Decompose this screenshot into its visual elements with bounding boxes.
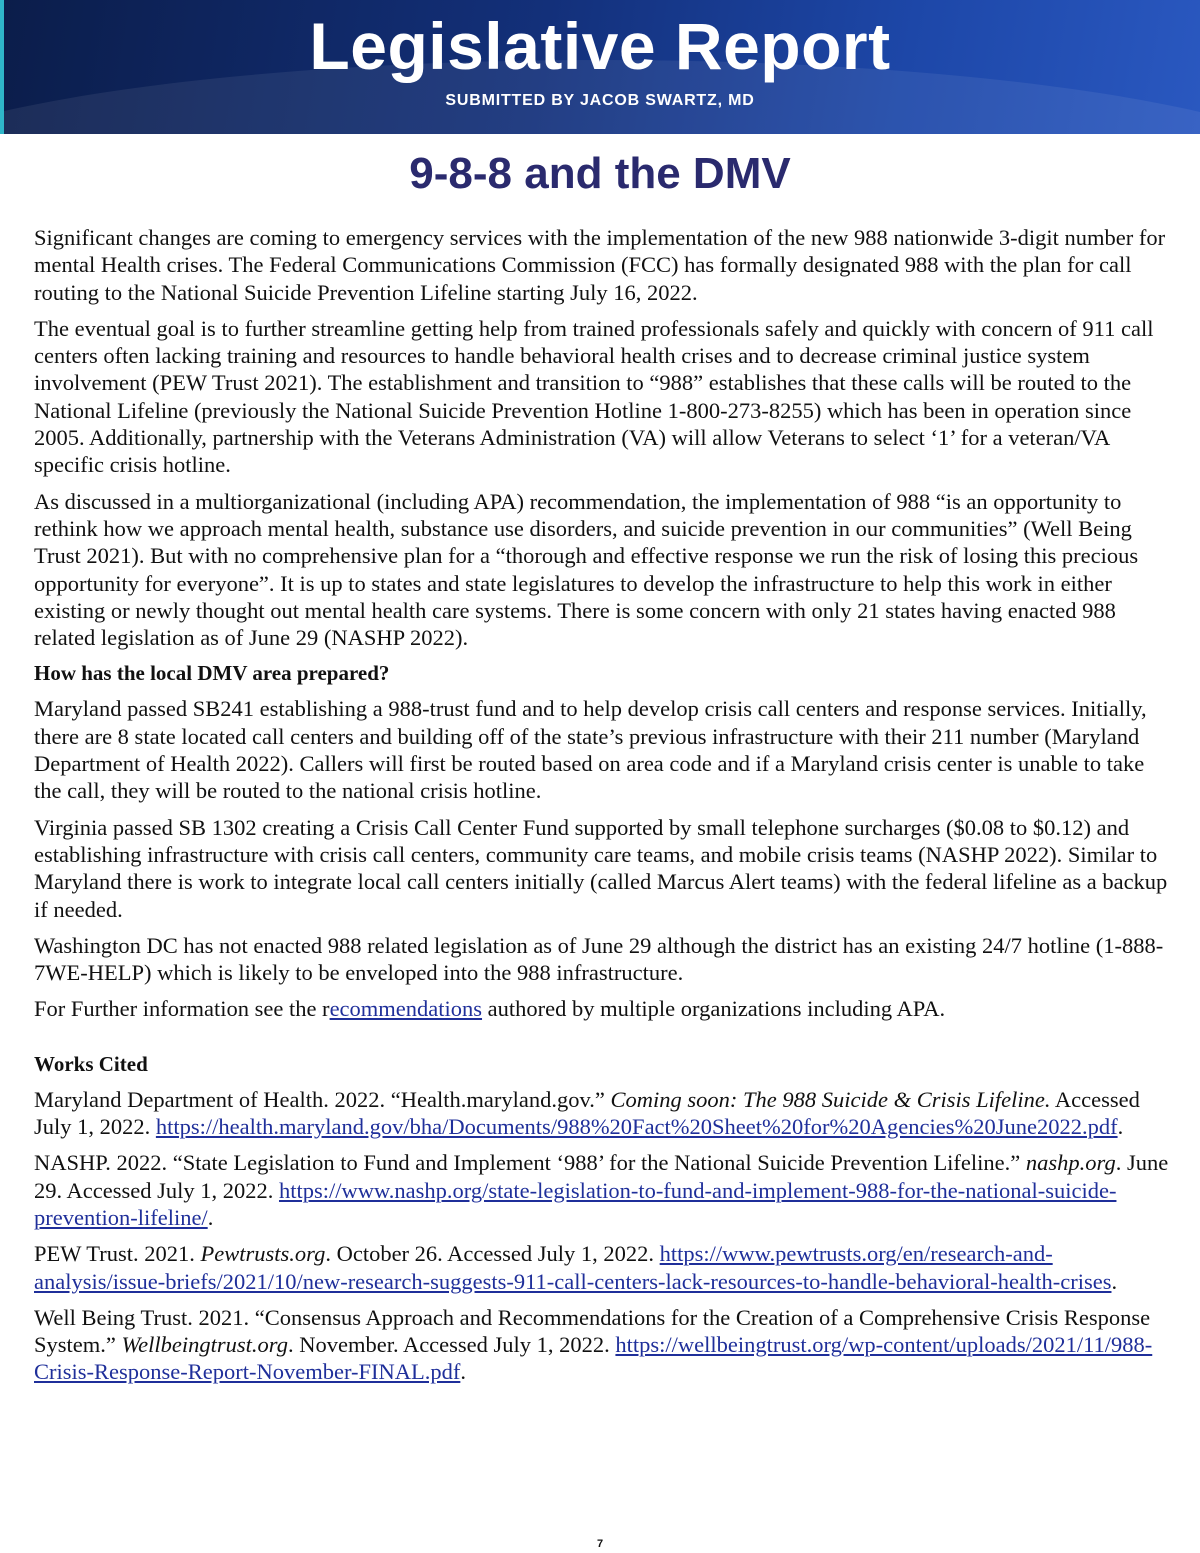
header-banner [0, 0, 1200, 134]
works-cited-list [34, 1086, 1170, 1386]
citation-link-nashp[interactable]: https://www.nashp.org/state-legislation-to-fund-and-implement-988-for-the-national-suicide-prevention-lifeline/ [34, 1177, 1117, 1230]
article-body [34, 224, 1170, 1395]
maryland-paragraph: Maryland passed SB241 establishing a 988-trust fund and to help develop crisis call centers and response services. Initially, there are 8 state located call centers and building off of the state’s previous infrastructure with their 211 number (Maryland Department of Health 2022). Callers will first be routed based on area code and if a Maryland crisis center is unable to take the call, they will be routed to the national crisis hotline. [34, 696, 1147, 804]
page-number: 7 [596, 1538, 604, 1550]
dc-paragraph: Washington DC has not enacted 988 related legislation as of June 29 although the district has an existing 24/7 hotline (1-888-7WE-HELP) which is likely to be enveloped into the 988 infrastructure. [34, 932, 1164, 986]
further-info-paragraph: For Further information see the recommendations authored by multiple organizations including APA. [34, 996, 946, 1022]
recommendations-link[interactable]: ecommendations [329, 996, 483, 1022]
intro-paragraph: Significant changes are coming to emergency services with the implementation of the new 988 nationwide 3-digit number for mental Health crises. The Federal Communications Commission (FCC) has formally designated 988 with the plan for call routing to the National Suicide Prevention Lifeline starting July 16, 2022. [34, 225, 1166, 305]
article-title: 9-8-8 and the DMV [409, 149, 791, 198]
citation-link-pew[interactable]: https://www.pewtrusts.org/en/research-and-analysis/issue-briefs/2021/10/new-research-suggests-911-call-centers-lack-resources-to-handle-behavioral-health-crises [34, 1241, 1112, 1294]
citation-entry: PEW Trust. 2021. Pewtrusts.org. October 26. Accessed July 1, 2022. https://www.pewtrusts.org/en/research-and-analysis/issue-briefs/2021/10/new-research-suggests-911-call-centers-lack-resources-to-handle-behavioral-health-crises. [34, 1241, 1118, 1294]
virginia-paragraph: Virginia passed SB 1302 creating a Crisis Call Center Fund supported by small telephone surcharges ($0.08 to $0.12) and establishing infrastructure with crisis call centers, community care teams, and mobile crisis teams (NASHP 2022). Similar to Maryland there is work to integrate local call centers initially (called Marcus Alert teams) with the federal lifeline as a backup if needed. [34, 814, 1168, 922]
citation-link-maryland[interactable]: https://health.maryland.gov/bha/Documents/988%20Fact%20Sheet%20for%20Agencies%20June2022.pdf [155, 1114, 1118, 1140]
goal-paragraph: The eventual goal is to further streamline getting help from trained professionals safely and quickly with concern of 911 call centers often lacking training and resources to handle behavioral health crises and to decrease criminal justice system involvement (PEW Trust 2021). The establishment and transition to “988” establishes that these calls will be routed to the National Lifeline (previously the National Suicide Prevention Hotline 1-800-273-8255) which has been in operation since 2005. Additionally, partnership with the Veterans Administration (VA) will allow Veterans to select ‘1’ for a veteran/VA specific crisis hotline. [34, 315, 1154, 478]
citation-entry: NASHP. 2022. “State Legislation to Fund and Implement ‘988’ for the National Suicide Prevention Lifeline.” nashp.org. June 29. Accessed July 1, 2022. https://www.nashp.org/state-legislation-to-fund-and-implement-988-for-the-national-suicide-prevention-lifeline/. [34, 1150, 1169, 1230]
report-title: Legislative Report [309, 9, 891, 83]
section-heading: How has the local DMV area prepared? [34, 661, 390, 686]
citation-entry: Well Being Trust. 2021. “Consensus Approach and Recommendations for the Creation of a Comprehensive Crisis Response System.” Wellbeingtrust.org. November. Accessed July 1, 2022. https://wellbeingtrust.org/wp-content/uploads/2021/11/988-Crisis-Response-Report-November-FINAL.pdf. [34, 1304, 1153, 1385]
citation-link-wellbeing[interactable]: https://wellbeingtrust.org/wp-content/uploads/2021/11/988-Crisis-Response-Report-November-FINAL.pdf [34, 1332, 1153, 1385]
report-subtitle: SUBMITTED BY JACOB SWARTZ, MD [445, 92, 755, 109]
citation-entry: Maryland Department of Health. 2022. “Health.maryland.gov.” Coming soon: The 988 Suicide & Crisis Lifeline. Accessed July 1, 2022. https://health.maryland.gov/bha/Documents/988%20Fact%20Sheet%20for%20Agencies%20June2022.pdf. [34, 1086, 1140, 1140]
works-cited-heading: Works Cited [34, 1051, 148, 1076]
discussion-paragraph: As discussed in a multiorganizational (including APA) recommendation, the implementation of 988 “is an opportunity to rethink how we approach mental health, substance use disorders, and suicide prevention in our communities” (Well Being Trust 2021). But with no comprehensive plan for a “thorough and effective response we run the risk of losing this precious opportunity for everyone”. It is up to states and state legislatures to develop the infrastructure to help this work in either existing or newly thought out mental health care systems. There is some concern with only 21 states having enacted 988 related legislation as of June 29 (NASHP 2022). [34, 488, 1139, 651]
